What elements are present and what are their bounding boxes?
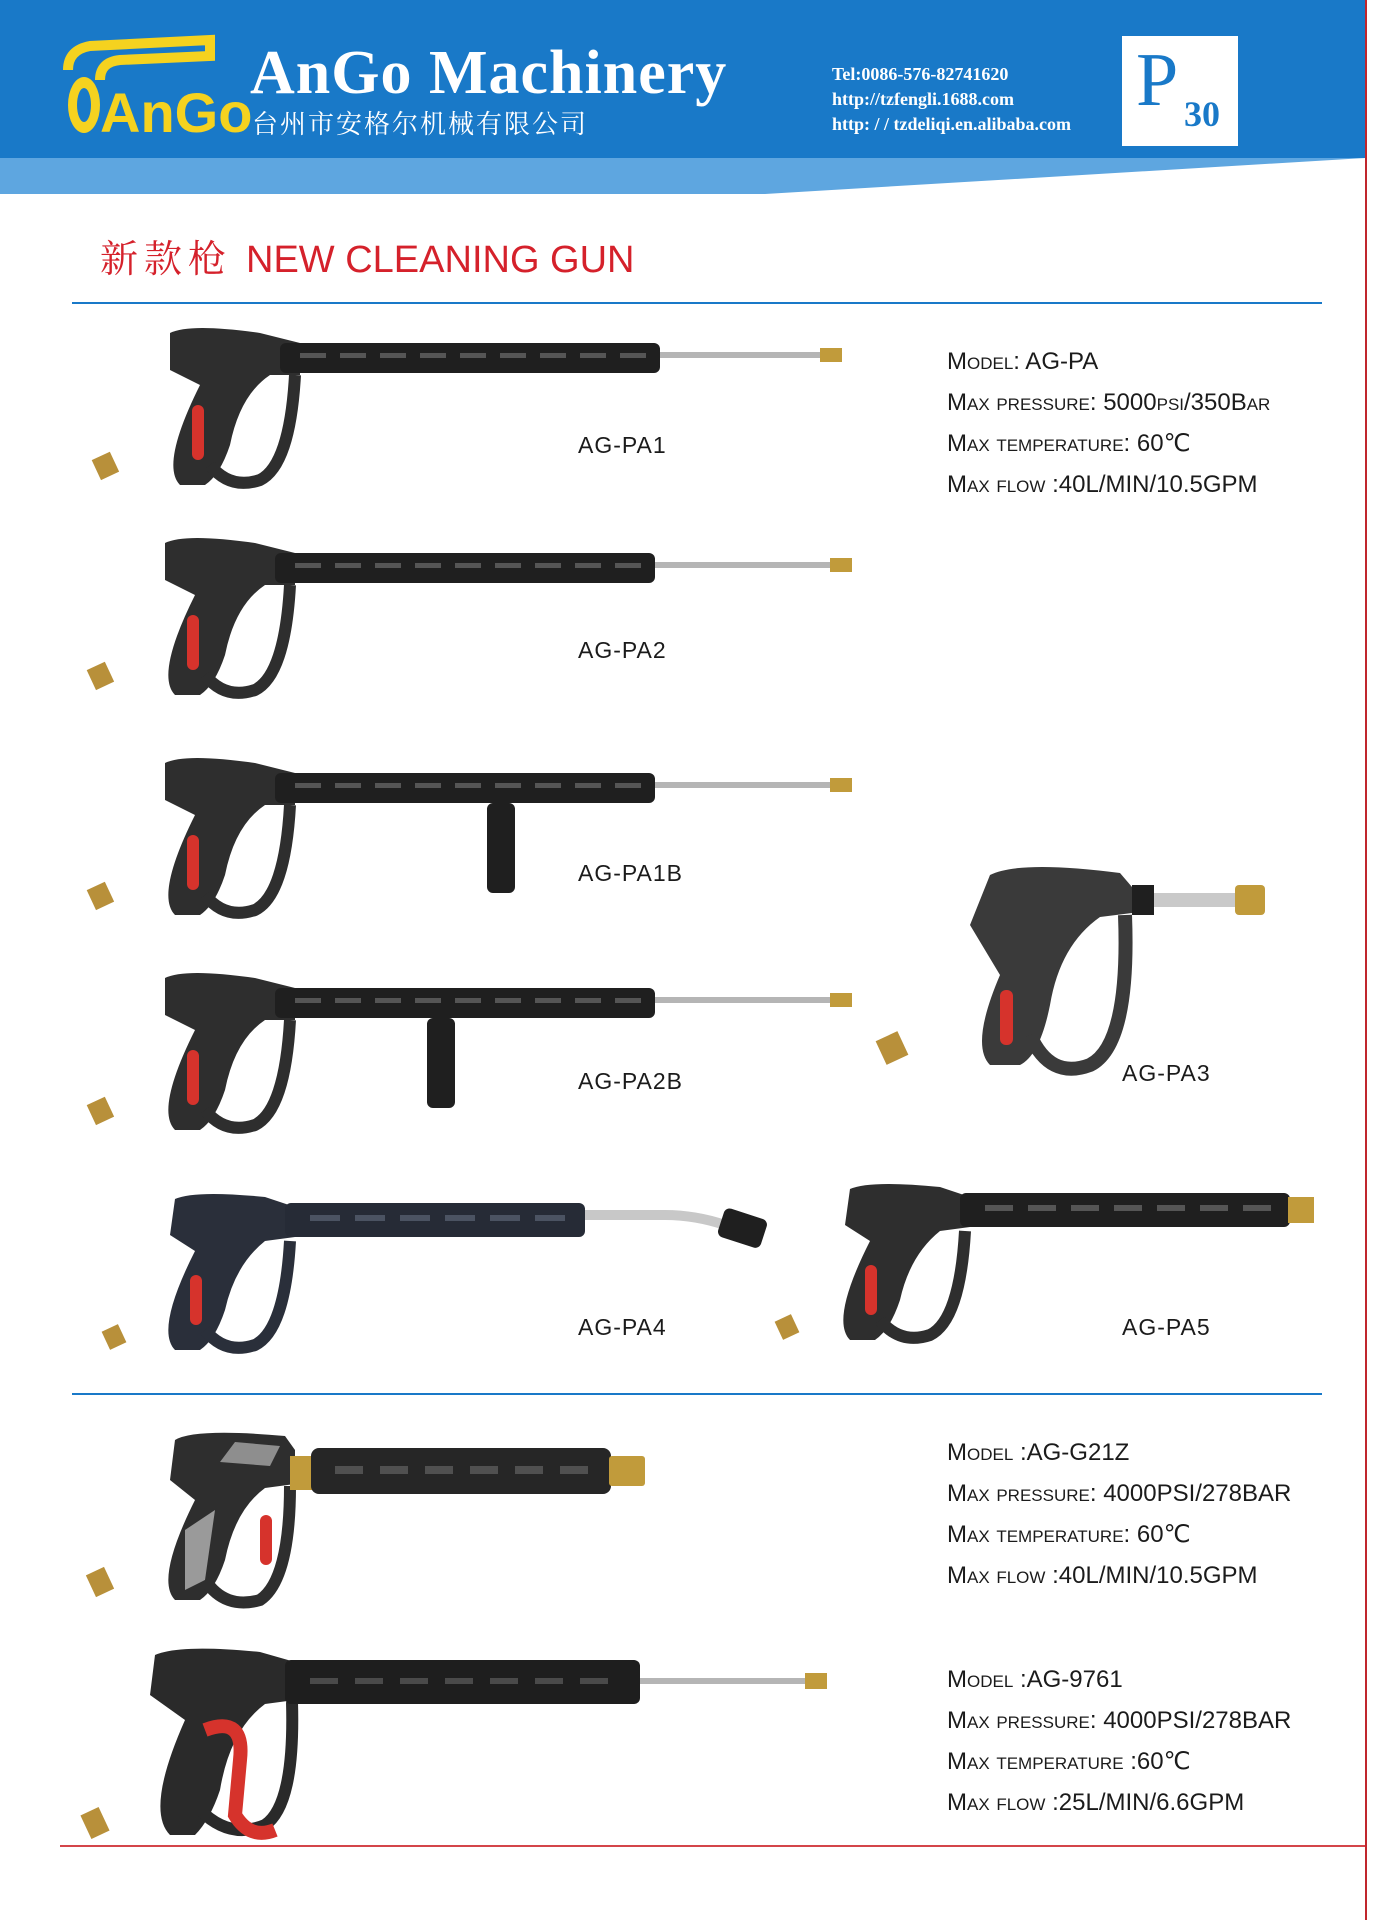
logo-text: AnGo xyxy=(100,81,253,144)
product-label-pa1b: AG-PA1B xyxy=(578,860,683,886)
spec-block-ag-g21z xyxy=(947,1432,1291,1596)
spec-flow: Max flow :25L/MIN/6.6GPM xyxy=(947,1789,1245,1816)
header-bar xyxy=(0,0,1365,158)
tel: Tel:0086-576-82741620 xyxy=(832,64,1009,84)
footer-line xyxy=(60,1845,1365,1847)
product-label-pa2b: AG-PA2B xyxy=(578,1068,683,1094)
ango-logo xyxy=(60,30,253,144)
spec-model: Model :AG-G21Z xyxy=(947,1439,1130,1466)
gun-image-pa1b xyxy=(85,745,865,935)
url-1688: http://tzfengli.1688.com xyxy=(832,89,1014,109)
page-number: 30 xyxy=(1184,94,1220,134)
gun-image-pa3 xyxy=(870,855,1290,1095)
spec-model: Model: AG-PA xyxy=(947,348,1099,375)
gun-image-9761 xyxy=(80,1640,840,1850)
product-label-pa1: AG-PA1 xyxy=(578,432,667,458)
gun-image-g21z xyxy=(85,1420,665,1620)
page-number-box xyxy=(1122,36,1238,146)
gun-image-pa4 xyxy=(95,1185,795,1365)
section-title xyxy=(100,237,635,281)
spec-model: Model :AG-9761 xyxy=(947,1666,1123,1693)
spec-block-ag-9761 xyxy=(947,1659,1291,1823)
product-label-pa3: AG-PA3 xyxy=(1122,1060,1211,1086)
gun-image-pa1 xyxy=(90,315,850,505)
section-title-en: NEW CLEANING GUN xyxy=(246,239,635,281)
spec-temperature: Max temperature :60℃ xyxy=(947,1748,1191,1775)
spec-flow: Max flow :40L/MIN/10.5GPM xyxy=(947,1562,1258,1589)
company-name-en: AnGo Machinery xyxy=(250,39,728,107)
product-label-pa5: AG-PA5 xyxy=(1122,1314,1211,1340)
spec-pressure: Max pressure: 4000PSI/278BAR xyxy=(947,1707,1292,1734)
right-edge-line xyxy=(1365,0,1367,1920)
spec-temperature: Max temperature: 60℃ xyxy=(947,430,1191,457)
spec-block-ag-pa xyxy=(947,341,1270,505)
divider-top xyxy=(72,302,1322,304)
page-letter: P xyxy=(1136,38,1179,122)
contact-info xyxy=(832,62,1071,137)
gun-image-pa2b xyxy=(85,960,865,1150)
gun-image-pa5 xyxy=(770,1175,1330,1355)
section-title-cn: 新款枪 xyxy=(100,237,233,281)
product-label-pa4: AG-PA4 xyxy=(578,1314,667,1340)
gun-image-pa2 xyxy=(85,525,865,715)
url-alibaba: http: / / tzdeliqi.en.alibaba.com xyxy=(832,114,1072,134)
divider-middle xyxy=(72,1393,1322,1395)
header-band xyxy=(0,158,1365,194)
spec-temperature: Max temperature: 60℃ xyxy=(947,1521,1191,1548)
spec-flow: Max flow :40L/MIN/10.5GPM xyxy=(947,471,1258,498)
product-label-pa2: AG-PA2 xyxy=(578,637,667,663)
spec-pressure: Max pressure: 4000PSI/278BAR xyxy=(947,1480,1292,1507)
spec-pressure: Max pressure: 5000psi/350Bar xyxy=(947,389,1271,416)
company-name-cn: 台州市安格尔机械有限公司 xyxy=(252,110,589,140)
